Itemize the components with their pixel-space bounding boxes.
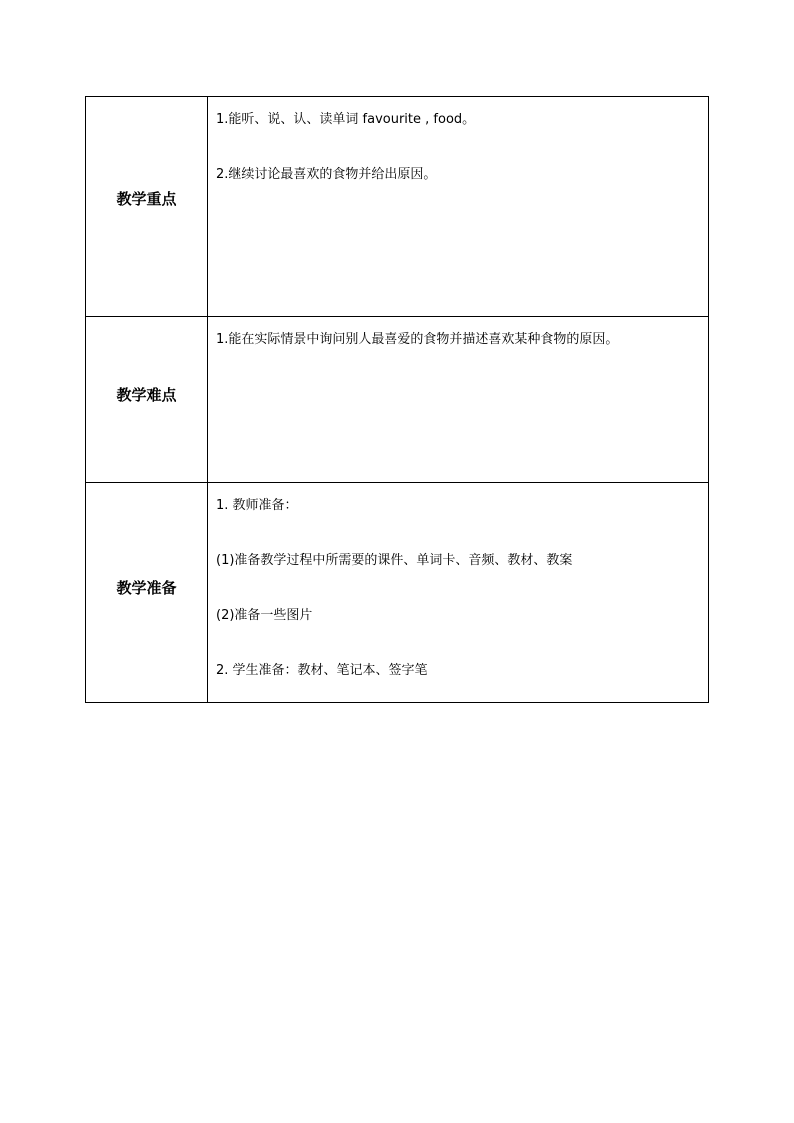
row-label: 教学准备 <box>116 579 177 597</box>
content-line: 2. 学生准备：教材、笔记本、签字笔 <box>216 663 428 678</box>
row-content-cell <box>208 317 709 483</box>
row-label: 教学重点 <box>116 190 177 208</box>
row-label: 教学难点 <box>116 386 177 404</box>
content-line: (2)准备一些图片 <box>216 608 313 623</box>
row-label-cell <box>86 97 208 317</box>
content-line: 2.继续讨论最喜欢的食物并给出原因。 <box>216 167 437 182</box>
table-row-teaching-focus <box>86 97 709 317</box>
table-row-teaching-difficulty <box>86 317 709 483</box>
content-line: 1.能听、说、认、读单词 favourite , food。 <box>216 112 476 127</box>
table-row-teaching-preparation <box>86 483 709 703</box>
row-label-cell <box>86 317 208 483</box>
content-line: 1.能在实际情景中询问别人最喜爱的食物并描述喜欢某种食物的原因。 <box>216 332 619 347</box>
content-line: (1)准备教学过程中所需要的课件、单词卡、音频、教材、教案 <box>216 553 573 568</box>
row-content-cell <box>208 483 709 703</box>
row-content-cell <box>208 97 709 317</box>
content-line: 1. 教师准备： <box>216 498 298 513</box>
lesson-plan-table <box>85 96 709 703</box>
row-label-cell <box>86 483 208 703</box>
